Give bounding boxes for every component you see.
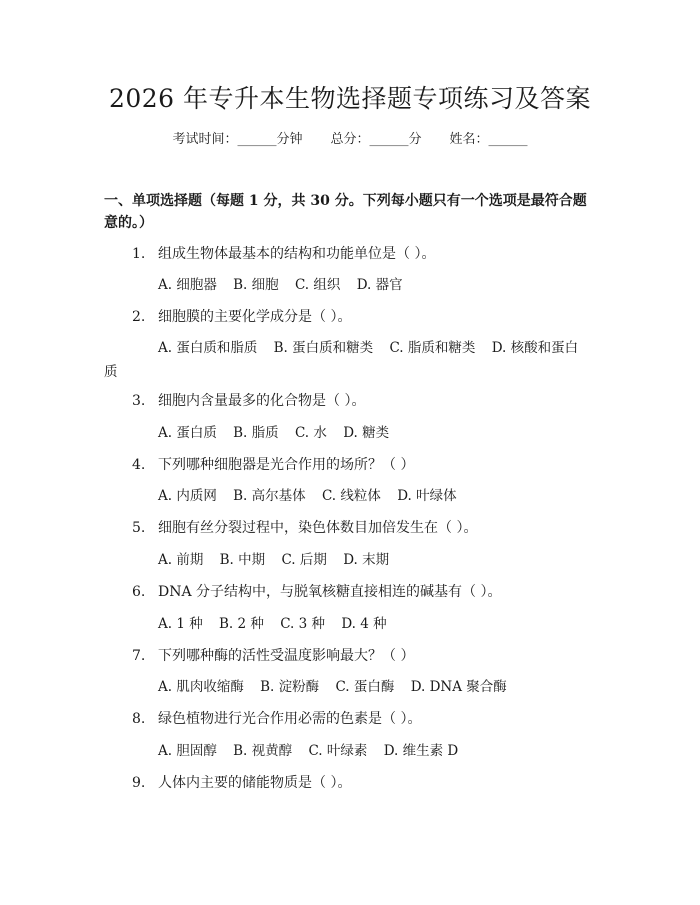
option-c: C. 3 种: [280, 616, 326, 632]
question-2: [132, 307, 351, 327]
option-b: B. 细胞: [233, 277, 279, 293]
question-7-options: [158, 677, 519, 697]
option-a: A. 前期: [158, 552, 204, 568]
question-4-options: [158, 486, 469, 506]
page-title: 2026 年专升本生物选择题专项练习及答案: [108, 84, 592, 113]
question-1: [132, 244, 435, 264]
option-b: B. 高尔基体: [233, 488, 306, 504]
question-text: 细胞有丝分裂过程中，染色体数目加倍发生在（ ）。: [158, 520, 478, 536]
question-6: [132, 582, 501, 602]
question-number: 4.: [132, 457, 146, 473]
option-d: D. 叶绿体: [397, 488, 457, 504]
question-number: 6.: [132, 584, 146, 600]
question-number: 2.: [132, 309, 146, 325]
option-d: D. DNA 聚合酶: [410, 679, 507, 695]
question-4: [132, 455, 414, 475]
option-c: C. 线粒体: [321, 488, 381, 504]
question-8: [132, 709, 421, 729]
option-b: B. 蛋白质和糖类: [273, 340, 374, 356]
question-3: [132, 391, 365, 411]
question-number: 8.: [132, 711, 146, 727]
question-number: 5.: [132, 520, 146, 536]
question-2-options: [104, 336, 592, 384]
option-c: C. 水: [294, 425, 327, 441]
option-d: D. 末期: [343, 552, 390, 568]
option-d: D. 糖类: [343, 425, 390, 441]
question-text: 细胞膜的主要化学成分是（ ）。: [158, 309, 352, 325]
question-text: 下列哪种酶的活性受温度影响最大？（ ）: [158, 648, 415, 664]
option-a: A. 细胞器: [158, 277, 217, 293]
question-5-options: [158, 550, 401, 570]
question-5: [132, 518, 477, 538]
option-c: C. 组织: [294, 277, 341, 293]
section-heading: 一、单项选择题（每题 1 分，共 30 分。下列每小题只有一个选项是最符合题意的。）: [104, 193, 587, 231]
option-a: A. 蛋白质和脂质: [158, 340, 258, 356]
question-text: DNA 分子结构中，与脱氧核糖直接相连的碱基有（ ）。: [158, 584, 502, 600]
option-c: C. 蛋白酶: [335, 679, 395, 695]
question-number: 7.: [132, 648, 146, 664]
question-9: [132, 773, 351, 793]
question-text: 下列哪种细胞器是光合作用的场所？（ ）: [158, 457, 415, 473]
option-a: A. 蛋白质: [158, 425, 217, 441]
question-1-options: [158, 275, 415, 295]
question-text: 组成生物体最基本的结构和功能单位是（ ）。: [158, 246, 436, 262]
option-b: B. 脂质: [233, 425, 279, 441]
option-b: B. 淀粉酶: [260, 679, 320, 695]
option-a: A. 内质网: [158, 488, 217, 504]
exam-meta: [0, 130, 700, 150]
option-a: A. 胆固醇: [158, 743, 217, 759]
option-d: D. 核酸和蛋白质: [104, 340, 579, 380]
question-7: [132, 646, 414, 666]
option-a: A. 肌肉收缩酶: [158, 679, 244, 695]
option-a: A. 1 种: [158, 616, 203, 632]
option-c: C. 叶绿素: [308, 743, 368, 759]
exam-score: 总分：______分: [330, 132, 422, 147]
option-d: D. 维生素 D: [383, 743, 459, 759]
question-number: 9.: [132, 775, 146, 791]
question-number: 1.: [132, 246, 146, 262]
option-b: B. 中期: [219, 552, 266, 568]
question-text: 人体内主要的储能物质是（ ）。: [158, 775, 352, 791]
option-b: B. 视黄醇: [233, 743, 293, 759]
option-d: D. 器官: [356, 277, 403, 293]
option-c: C. 脂质和糖类: [389, 340, 476, 356]
exam-time: 考试时间：______分钟: [172, 132, 303, 147]
question-8-options: [158, 741, 470, 761]
question-text: 绿色植物进行光合作用必需的色素是（ ）。: [158, 711, 422, 727]
option-b: B. 2 种: [219, 616, 264, 632]
option-d: D. 4 种: [341, 616, 387, 632]
question-6-options: [158, 614, 399, 634]
question-number: 3.: [132, 393, 146, 409]
question-text: 细胞内含量最多的化合物是（ ）。: [158, 393, 366, 409]
option-c: C. 后期: [281, 552, 327, 568]
exam-name: 姓名：______: [449, 132, 528, 147]
question-3-options: [158, 423, 401, 443]
